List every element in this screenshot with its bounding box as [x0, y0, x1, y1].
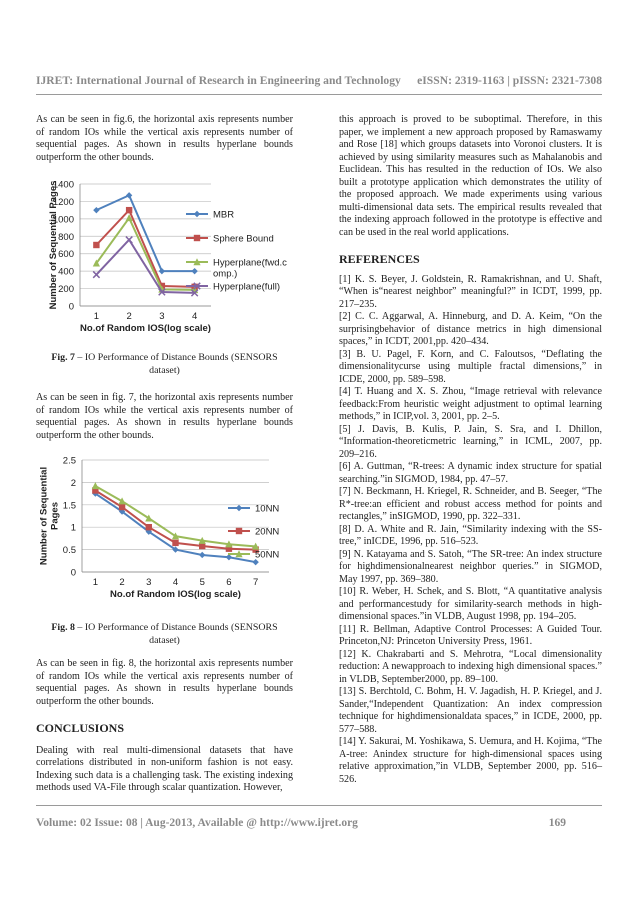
- reference-item: [5] J. Davis, B. Kulis, P. Jain, S. Sra, and I. Dhillon, “Information-theoreticmetric learning,” in ICML, 2007, pp. 209–216.: [339, 423, 602, 460]
- data-point: [93, 271, 99, 277]
- legend-label: Hyperplane(full): [213, 281, 281, 293]
- legend-marker: [236, 505, 242, 511]
- fig7-chart: [36, 170, 293, 350]
- footer: [36, 817, 602, 829]
- x-tick-label: 4: [191, 311, 198, 322]
- y-tick-label: 400: [58, 266, 74, 278]
- references-list: [339, 274, 602, 787]
- data-point: [92, 482, 99, 489]
- fig7-label: Fig. 7: [51, 352, 75, 363]
- legend-label: Sphere Bound: [213, 233, 274, 245]
- x-axis-label: No.of Random IOS(log scale): [80, 323, 211, 334]
- reference-item: [7] N. Beckmann, H. Kriegel, R. Schneider, and B. Seeger, “The R*-tree:an efficient and robust access method for points and rectangles,” inSIGMOD, 1990, pp. 322–331.: [339, 486, 602, 522]
- legend-label: 20NN: [255, 526, 280, 538]
- fig8-chart: [36, 450, 293, 610]
- legend-label: 50NN: [255, 549, 280, 561]
- reference-item: [3] B. U. Pagel, F. Korn, and C. Faloutsos, “Deflating the dimensionalitycurse using multiple fractal dimensions,” in ICDE, 2000, pp. 589–598.: [339, 348, 602, 385]
- y-tick-label: 1400: [52, 179, 74, 191]
- legend-label: 10NN: [255, 503, 280, 515]
- y-tick-label: 1000: [52, 214, 74, 226]
- x-tick-label: 3: [159, 311, 165, 322]
- y-tick-label: 2: [70, 477, 76, 489]
- footer-rule: [36, 805, 602, 806]
- fig7-caption: [36, 352, 293, 377]
- reference-item: [4] T. Huang and X. S. Zhou, “Image retrieval with relevance feedback:From heuristic weight adjustment to optimal learning methods,” in ICIP,vol. 3, 2001, pp. 2–5.: [339, 386, 602, 422]
- data-point: [93, 242, 99, 248]
- y-tick-label: 1.5: [62, 500, 76, 512]
- y-tick-label: 1200: [52, 196, 74, 208]
- legend-marker: [236, 528, 242, 534]
- fig8-label: Fig. 8: [51, 622, 75, 633]
- running-header: [36, 74, 602, 87]
- reference-item: [1] K. S. Beyer, J. Goldstein, R. Ramakrishnan, and U. Shaft, “When is“nearest neighbor” meaningful?” in ICDT, 1999, pp. 217–235.: [339, 273, 602, 310]
- paragraph-fig8: As can be seen in fig. 8, the horizontal axis represents number of random IOs while the vertical axis represents number of sequential pages. As shown in results hyperlane bounds outperform the other bounds.: [36, 658, 293, 707]
- x-tick-label: 1: [93, 311, 100, 322]
- legend-marker: [194, 235, 200, 241]
- reference-item: [12] K. Chakrabarti and S. Mehrotra, “Local dimensionality reduction: A newapproach to indexing high dimensional spaces.” in VLDB, September2000, pp. 89–100.: [339, 648, 602, 685]
- x-tick-label: 6: [226, 577, 232, 588]
- reference-item: [8] D. A. White and R. Jain, “Similarity indexing with the SS-tree,” inICDE, 1996, pp. 516–523.: [339, 523, 602, 547]
- header-rule: [36, 94, 602, 95]
- x-axis-label: No.of Random IOS(log scale): [110, 589, 241, 600]
- legend-label: Hyperplane(fwd.c omp.): [213, 257, 287, 280]
- reference-item: [9] N. Katayama and S. Satoh, “The SR-tree: An index structure for highdimensionalnearest neighbor queries.” in SIGMOD, May 1997, pp. 369–380.: [339, 548, 602, 585]
- legend-label: MBR: [213, 209, 235, 221]
- series-line-1: [96, 210, 194, 287]
- conclusions-paragraph: Dealing with real multi-dimensional datasets that have correlations distributed in non-uniform fashion is not easy. Indexing such data is a challenging task. The existing indexing methods used VA-File through scalar quantization. However,: [36, 744, 293, 793]
- y-tick-label: 2.5: [62, 455, 76, 467]
- x-tick-label: 2: [119, 577, 125, 588]
- y-tick-label: 0.5: [62, 545, 76, 557]
- legend-marker: [194, 211, 200, 217]
- reference-item: [14] Y. Sakurai, M. Yoshikawa, S. Uemura, and H. Kojima, “The A-tree: Anindex structure for high-dimensional spaces using relative approximation,”in VLDB, September 2000, pp. 516–526.: [339, 736, 602, 785]
- x-tick-label: 2: [126, 311, 132, 322]
- issn: eISSN: 2319-1163 | pISSN: 2321-7308: [417, 74, 602, 87]
- reference-item: [6] A. Guttman, “R-trees: A dynamic index structure for spatial searching.”in SIGMOD, 1984, pp. 47–57.: [339, 461, 602, 485]
- x-tick-label: 1: [92, 577, 99, 588]
- y-axis-label: Number of SequentialPages: [38, 466, 61, 566]
- y-axis-label: Number of Sequential Pages: [48, 180, 59, 310]
- data-point: [126, 192, 132, 198]
- right-column: [339, 114, 602, 786]
- data-point: [191, 268, 197, 274]
- page-number: 169: [548, 817, 566, 829]
- y-tick-label: 600: [58, 249, 74, 261]
- footer-volume: Volume: 02 Issue: 08 | Aug-2013, Available @ http://www.ijret.org: [36, 817, 358, 829]
- reference-item: [10] R. Weber, H. Schek, and S. Blott, “A quantitative analysis and performancestudy for similarity-search methods in high-dimensional spaces.”in VLDB, August 1998, pp. 194–205.: [339, 586, 602, 622]
- data-point: [126, 237, 132, 243]
- data-point: [172, 540, 178, 546]
- paragraph-fig6: As can be seen in fig.6, the horizontal axis represents number of random IOs while the vertical axis represents number of sequential pages. As shown in results hyperlane bounds outperform the other bounds.: [36, 114, 293, 163]
- references-heading: REFERENCES: [339, 252, 420, 266]
- left-column-2: [36, 392, 293, 442]
- y-tick-label: 800: [58, 231, 74, 243]
- left-column: [36, 114, 293, 164]
- fig7-caption-text: – IO Performance of Distance Bounds (SENSORS dataset): [74, 352, 278, 376]
- y-tick-label: 1: [70, 522, 76, 534]
- reference-item: [13] S. Berchtold, C. Bohm, H. V. Jagadish, H. P. Kriegel, and J. Sander,“Independent Quantization: An index compression technique for highdimensionaldata spaces,” in ICDE, 2000, pp. 577–588.: [339, 686, 602, 735]
- data-point: [126, 207, 132, 213]
- y-tick-label: 200: [58, 284, 74, 296]
- y-tick-label: 0: [70, 567, 76, 579]
- reference-item: [2] C. C. Aggarwal, A. Hinneburg, and D. A. Keim, “On the surprisingbehavior of distance metrics in high dimensional spaces,” in ICDT, 2001,pp. 420–434.: [339, 311, 602, 347]
- y-tick-label: 0: [68, 301, 74, 313]
- paragraph-fig7: As can be seen in fig. 7, the horizontal axis represents number of random IOs while the vertical axis represents number of sequential pages. As shown in results hyperlane bounds outperform the other bounds.: [36, 392, 293, 441]
- x-tick-label: 7: [252, 577, 259, 588]
- journal-name: IJRET: International Journal of Research in Engineering and Technology: [36, 74, 401, 87]
- reference-item: [11] R. Bellman, Adaptive Control Processes: A Guided Tour. Princeton,NJ: Princeton University Press, 1961.: [339, 623, 602, 647]
- fig8-caption-text: – IO Performance of Distance Bounds (SENSORS dataset): [74, 622, 278, 646]
- x-tick-label: 4: [172, 577, 179, 588]
- fig8-caption: [36, 622, 293, 647]
- data-point: [159, 268, 165, 274]
- data-point: [199, 552, 205, 558]
- x-tick-label: 5: [199, 577, 205, 588]
- data-point: [119, 504, 125, 510]
- paragraph-approach: this approach is proved to be suboptimal. Therefore, in this paper, we implement a new approach proposed by Ramaswamy and Rose [18] which groups datasets into Voronoi clusters. It is achieved by using similarity measures such as Mahalanobis and Euclidean. This has resulted in the reduction of IOs. We also built a prototype application which demonstrates the utility of the proposed approach. We made experiments using various multi-dimensional data sets. The empirical results revealed that the indexing approach followed in the prototype is effective and can be used in the real world applications.: [339, 114, 602, 238]
- conclusions-heading: CONCLUSIONS: [36, 721, 125, 735]
- data-point: [93, 207, 99, 213]
- x-tick-label: 3: [146, 577, 152, 588]
- left-column-3: [36, 658, 293, 795]
- data-point: [146, 524, 152, 530]
